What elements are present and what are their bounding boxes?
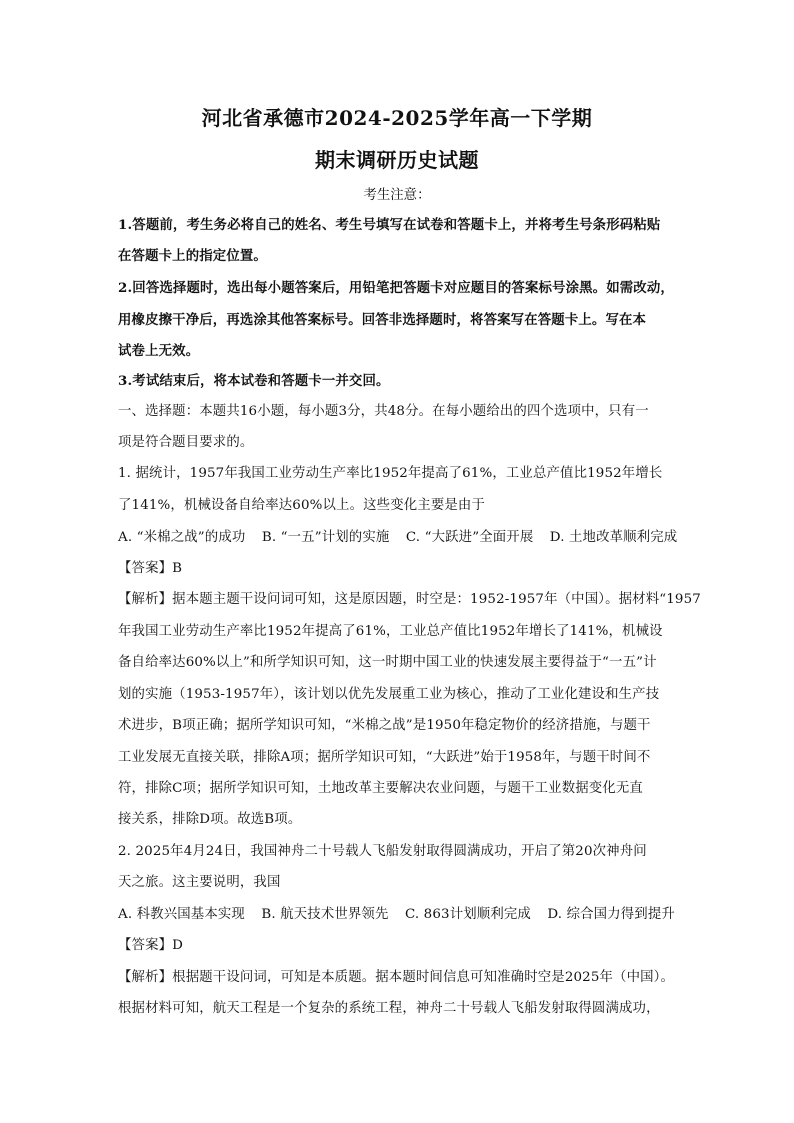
page-title: 河北省承德市2024-2025学年高一下学期 bbox=[201, 106, 593, 130]
q1-analysis: 接关系，排除D项。故选B项。 bbox=[118, 812, 302, 827]
q1-option-a: A. “米棉之战”的成功 bbox=[118, 530, 246, 545]
q1-option-b: B. “一五”计划的实施 bbox=[261, 530, 390, 545]
q2-stem: 天之旅。这主要说明，我国 bbox=[118, 875, 281, 890]
q2-analysis: 【解析】根据题干设问词，可知是本质题。据本题时间信息可知准确时空是2025年（中国）。 bbox=[118, 970, 675, 985]
q1-analysis: 【解析】据本题主题干设问词可知，这是原因题，时空是：1952-1957年（中国）。据材料“1957 bbox=[118, 592, 701, 607]
notice-line: 在答题卡上的指定位置。 bbox=[118, 248, 267, 264]
q1-options bbox=[118, 528, 678, 548]
section-heading: 项是符合题目要求的。 bbox=[118, 435, 254, 450]
q2-option-d: D. 综合国力得到提升 bbox=[547, 907, 675, 922]
notice-line: 用橡皮擦干净后，再选涂其他答案标号。回答非选择题时，将答案写在答题卡上。写在本 bbox=[118, 312, 647, 328]
notice-line: 2.回答选择题时，选出每小题答案后，用铅笔把答题卡对应题目的答案标号涂黑。如需改动， bbox=[118, 280, 674, 296]
notice-line: 试卷上无效。 bbox=[118, 343, 200, 359]
q2-analysis: 根据材料可知，航天工程是一个复杂的系统工程，神舟二十号载人飞船发射取得圆满成功， bbox=[118, 1001, 660, 1016]
notice-heading: 考生注意： bbox=[363, 188, 431, 203]
q2-stem: 2. 2025年4月24日，我国神舟二十号载人飞船发射取得圆满成功，开启了第20次神舟问 bbox=[118, 844, 647, 859]
q1-analysis: 术进步，B项正确；据所学知识可知，“米棉之战”是1950年稳定物价的经济措施，与题干 bbox=[118, 718, 651, 733]
q1-analysis: 符，排除C项；据所学知识可知，土地改革主要解决农业问题，与题干工业数据变化无直 bbox=[118, 781, 643, 796]
q2-option-c: C. 863计划顺利完成 bbox=[404, 907, 531, 922]
q1-stem: 了141%，机械设备自给率达60%以上。这些变化主要是由于 bbox=[118, 498, 485, 513]
q2-answer: 【答案】D bbox=[118, 938, 184, 953]
q1-analysis: 工业发展无直接关联，排除A项；据所学知识可知，“大跃进”始于1958年，与题干时间不 bbox=[118, 750, 651, 765]
notice-line: 1.答题前，考生务必将自己的姓名、考生号填写在试卷和答题卡上，并将考生号条形码粘贴 bbox=[118, 217, 661, 233]
q1-option-c: C. “大跃进”全面开展 bbox=[405, 530, 534, 545]
q2-option-b: B. 航天技术世界领先 bbox=[261, 907, 389, 922]
page-subtitle: 期末调研历史试题 bbox=[315, 148, 479, 172]
q2-option-a: A. 科教兴国基本实现 bbox=[118, 907, 245, 922]
section-heading: 一、选择题：本题共16小题，每小题3分，共48分。在每小题给出的四个选项中，只有一 bbox=[118, 404, 649, 419]
q1-option-d: D. 土地改革顺利完成 bbox=[549, 530, 678, 545]
q1-analysis: 年我国工业劳动生产率比1952年提高了61%，工业总产值比1952年增长了141%，机械设 bbox=[118, 624, 663, 639]
notice-line: 3.考试结束后，将本试卷和答题卡一并交回。 bbox=[118, 373, 390, 389]
q1-stem: 1. 据统计，1957年我国工业劳动生产率比1952年提高了61%，工业总产值比1952年增长 bbox=[118, 466, 663, 481]
q2-options bbox=[118, 905, 678, 925]
q1-answer: 【答案】B bbox=[118, 561, 183, 576]
q1-analysis: 划的实施（1953-1957年），该计划以优先发展重工业为核心，推动了工业化建设和生产技 bbox=[118, 687, 660, 702]
q1-analysis: 备自给率达60%以上”和所学知识可知，这一时期中国工业的快速发展主要得益于“一五”计 bbox=[118, 655, 657, 670]
